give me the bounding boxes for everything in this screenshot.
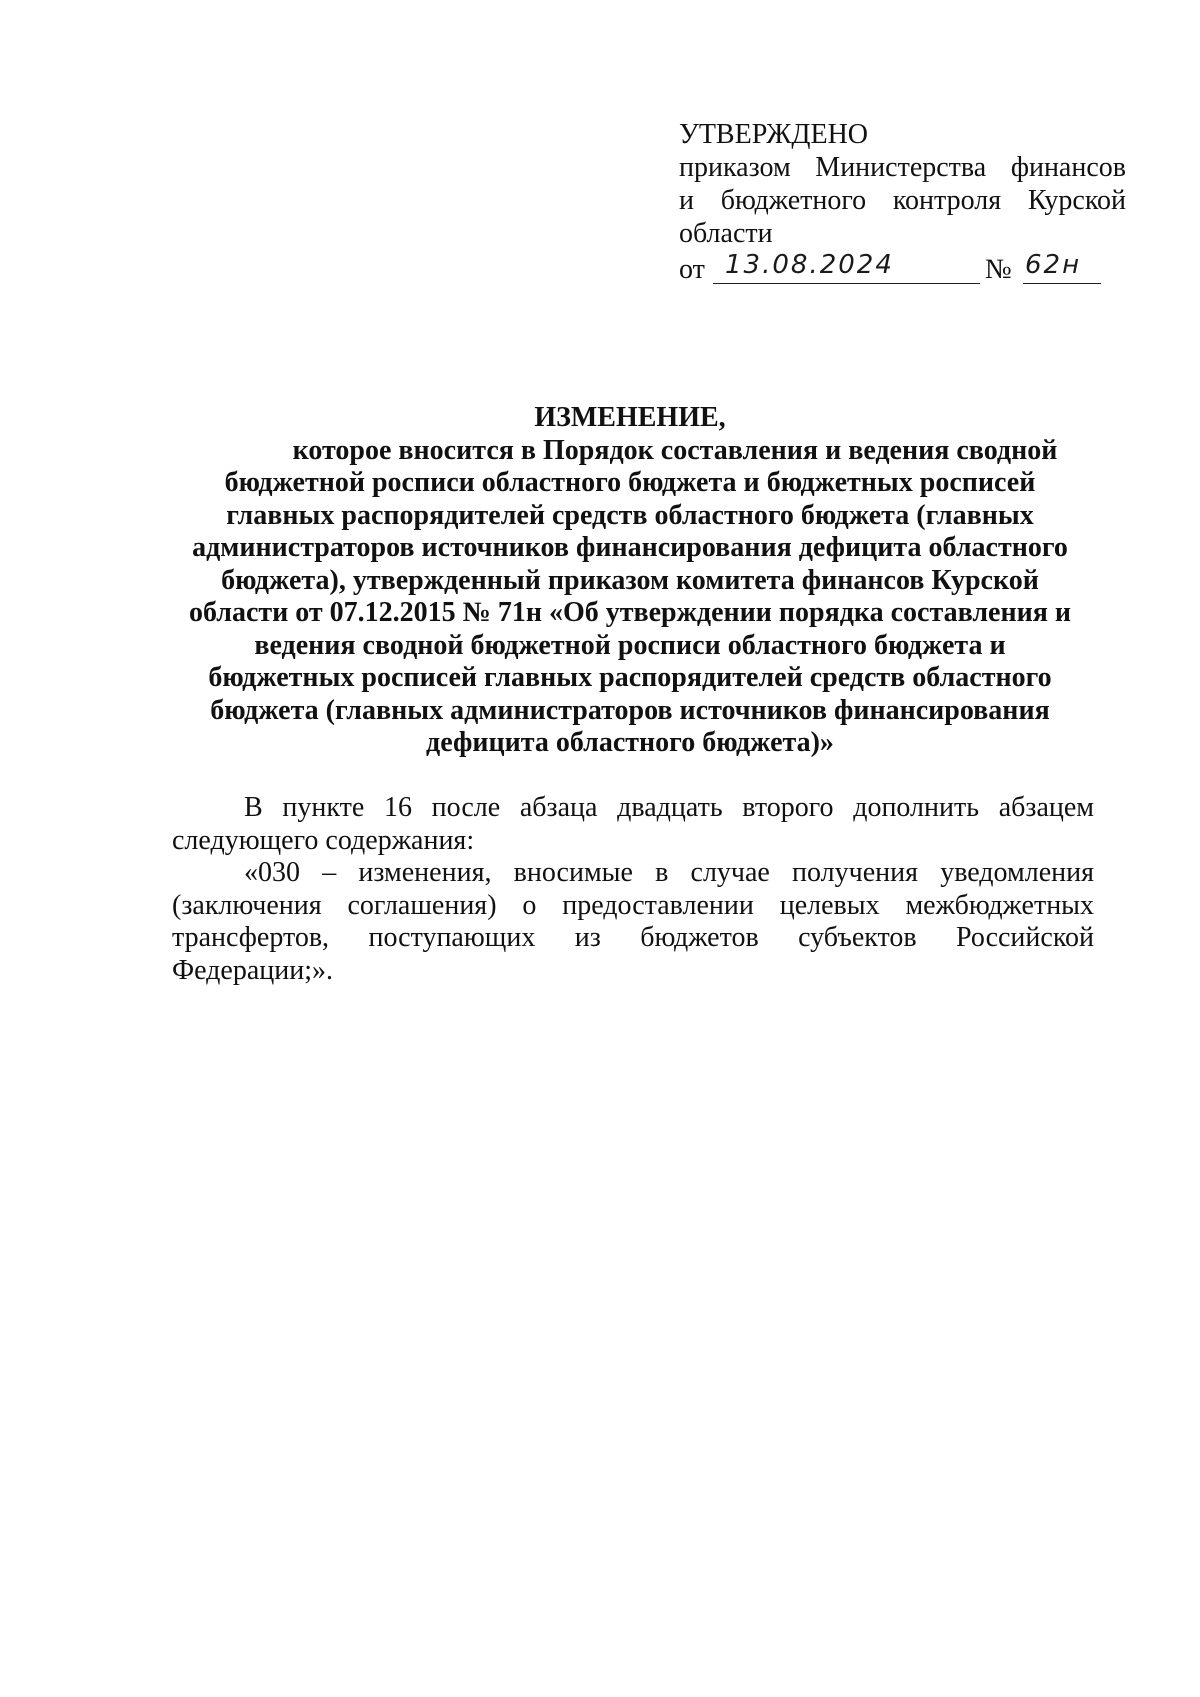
body-paragraph-1-line-2: следующего содержания: <box>172 824 475 856</box>
approval-block <box>679 118 1126 293</box>
heading-line: бюджета (главных администраторов источников финансирования <box>210 694 1050 726</box>
body-paragraph-2-line-4: Федерации;». <box>172 954 334 986</box>
heading-line: области от 07.12.2015 № 71н «Об утверждении порядка составления и <box>188 597 1072 628</box>
body-paragraph-2-line-2: (заключения соглашения) о предоставлении целевых межбюджетных <box>172 889 1094 921</box>
handwritten-date: 13.08.2024 <box>725 250 894 280</box>
heading-line: бюджетной росписи областного бюджета и бюджетных росписей <box>224 467 1036 498</box>
approval-date-number-row <box>679 250 1126 293</box>
approval-line-2: и бюджетного контроля Курской <box>679 185 1126 216</box>
date-prefix: от <box>679 254 705 285</box>
body-paragraph-1-line-1: В пункте 16 после абзаца двадцать второго дополнить абзацем <box>244 792 1094 823</box>
heading-line: дефицита областного бюджета)» <box>426 727 834 758</box>
heading-line: бюджетных росписей главных распорядителей средств областного <box>208 662 1052 693</box>
heading-line: ведения сводной бюджетной росписи областного бюджета и <box>254 629 1006 661</box>
heading-title: ИЗМЕНЕНИЕ, <box>534 402 726 433</box>
document-body <box>172 792 1094 987</box>
heading-line: главных распорядителей средств областного бюджета (главных <box>226 499 1034 531</box>
heading-line: бюджета), утвержденный приказом комитета финансов Курской <box>221 564 1039 596</box>
heading-line: администраторов источников финансирования дефицита областного <box>192 532 1068 563</box>
number-prefix: № <box>985 254 1012 285</box>
document-heading <box>180 402 1080 760</box>
approval-line-1: приказом Министерства финансов <box>679 152 1126 183</box>
body-paragraph-2-line-3: трансфертов, поступающих из бюджетов субъектов Российской <box>172 922 1094 953</box>
body-paragraph-2-line-1: «030 – изменения, вносимые в случае получения уведомления <box>244 857 1094 888</box>
approval-line-3: области <box>679 218 773 249</box>
approval-title: УТВЕРЖДЕНО <box>679 119 869 150</box>
handwritten-number: 62н <box>1025 250 1082 280</box>
heading-line: которое вносится в Порядок составления и ведения сводной <box>292 434 1058 466</box>
